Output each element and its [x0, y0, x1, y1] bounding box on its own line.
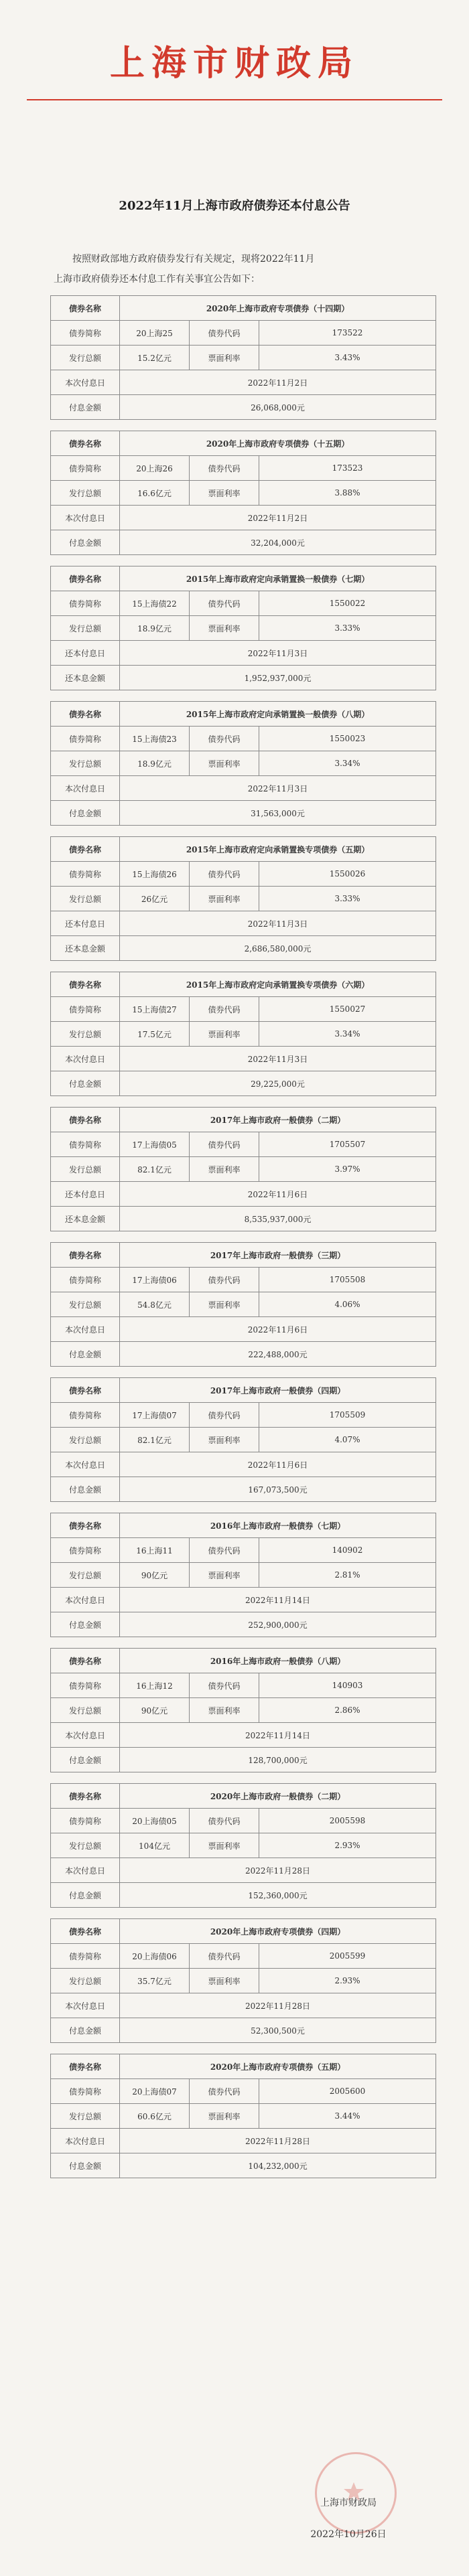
label-coupon-rate: 票面利率: [190, 1833, 259, 1858]
bond-amount-value: 222,488,000元: [120, 1342, 436, 1367]
bond-table: [50, 1918, 436, 2043]
label-bond-name: 债券名称: [51, 2054, 120, 2079]
bond-date-value: 2022年11月6日: [120, 1452, 436, 1477]
label-issue-total: 发行总额: [51, 481, 120, 506]
bond-amount-value: 152,360,000元: [120, 1883, 436, 1908]
label-pay-date: 本次付息日: [51, 1588, 120, 1612]
label-short-name: 债券简称: [51, 727, 120, 751]
label-bond-code: 债券代码: [190, 727, 259, 751]
bond-short-value: 15上海债26: [120, 862, 190, 887]
bond-amount-value: 128,700,000元: [120, 1748, 436, 1772]
bond-date-value: 2022年11月2日: [120, 370, 436, 395]
bond-short-value: 20上海债05: [120, 1809, 190, 1833]
bond-rate-value: 3.33%: [259, 887, 436, 911]
bond-short-value: 20上海25: [120, 321, 190, 346]
label-issue-total: 发行总额: [51, 346, 120, 370]
bond-total-value: 82.1亿元: [120, 1157, 190, 1182]
label-coupon-rate: 票面利率: [190, 1292, 259, 1317]
bond-name-value: 2015年上海市政府定向承销置换一般债券（七期）: [120, 566, 436, 591]
label-pay-date: 本次付息日: [51, 1317, 120, 1342]
label-short-name: 债券简称: [51, 456, 120, 481]
label-short-name: 债券简称: [51, 1944, 120, 1969]
label-bond-code: 债券代码: [190, 1538, 259, 1563]
label-issue-total: 发行总额: [51, 1428, 120, 1452]
label-coupon-rate: 票面利率: [190, 1428, 259, 1452]
bond-code-value: 140902: [259, 1538, 436, 1563]
label-pay-date: 本次付息日: [51, 776, 120, 801]
label-bond-name: 债券名称: [51, 1784, 120, 1809]
bond-table: [50, 1242, 436, 1367]
label-pay-date: 本次付息日: [51, 1993, 120, 2018]
table-gap: [50, 826, 436, 836]
bond-table: [50, 431, 436, 555]
bond-rate-value: 4.07%: [259, 1428, 436, 1452]
label-short-name: 债券简称: [51, 1268, 120, 1292]
label-issue-total: 发行总额: [51, 2104, 120, 2129]
label-interest: 付息金额: [51, 2153, 120, 2178]
table-gap: [50, 961, 436, 972]
bond-name-value: 2016年上海市政府一般债券（八期）: [120, 1649, 436, 1673]
bond-table: [50, 701, 436, 826]
bond-date-value: 2022年11月2日: [120, 506, 436, 530]
notice-intro: [54, 249, 429, 289]
label-issue-total: 发行总额: [51, 1969, 120, 1993]
bond-amount-value: 31,563,000元: [120, 801, 436, 826]
label-bond-name: 债券名称: [51, 1378, 120, 1403]
table-gap: [50, 1231, 436, 1242]
label-principal-interest: 还本息金额: [51, 1207, 120, 1231]
bond-code-value: 2005600: [259, 2079, 436, 2104]
label-coupon-rate: 票面利率: [190, 1969, 259, 1993]
bond-code-value: 2005598: [259, 1809, 436, 1833]
bond-total-value: 54.8亿元: [120, 1292, 190, 1317]
table-gap: [50, 420, 436, 431]
bond-date-value: 2022年11月28日: [120, 1993, 436, 2018]
label-issue-total: 发行总额: [51, 887, 120, 911]
label-short-name: 债券简称: [51, 591, 120, 616]
bond-code-value: 173523: [259, 456, 436, 481]
bond-date-value: 2022年11月28日: [120, 2129, 436, 2153]
table-gap: [50, 690, 436, 701]
bond-total-value: 16.6亿元: [120, 481, 190, 506]
bond-table: [50, 1783, 436, 1908]
bond-short-value: 17上海债05: [120, 1132, 190, 1157]
bond-date-value: 2022年11月3日: [120, 641, 436, 666]
bond-tables: [50, 295, 436, 2178]
label-bond-name: 债券名称: [51, 1108, 120, 1132]
bond-name-value: 2020年上海市政府一般债券（二期）: [120, 1784, 436, 1809]
official-seal: [315, 2452, 397, 2534]
bond-name-value: 2017年上海市政府一般债券（四期）: [120, 1378, 436, 1403]
label-bond-name: 债券名称: [51, 837, 120, 862]
label-bond-code: 债券代码: [190, 1673, 259, 1698]
bond-date-value: 2022年11月6日: [120, 1182, 436, 1207]
label-bond-code: 债券代码: [190, 456, 259, 481]
table-gap: [50, 1502, 436, 1513]
bond-total-value: 15.2亿元: [120, 346, 190, 370]
label-pay-date: 本次付息日: [51, 1858, 120, 1883]
label-interest: 付息金额: [51, 395, 120, 420]
label-short-name: 债券简称: [51, 1132, 120, 1157]
label-coupon-rate: 票面利率: [190, 751, 259, 776]
notice-title: 2022年11月上海市政府债券还本付息公告: [119, 199, 350, 213]
label-interest: 付息金额: [51, 1477, 120, 1502]
bond-table: [50, 1377, 436, 1502]
bond-table: [50, 1648, 436, 1772]
bond-code-value: 1550027: [259, 997, 436, 1022]
bond-short-value: 15上海债22: [120, 591, 190, 616]
bond-code-value: 1550026: [259, 862, 436, 887]
label-bond-name: 债券名称: [51, 972, 120, 997]
footer-date: 2022年10月26日: [310, 2529, 387, 2540]
bond-name-value: 2020年上海市政府专项债券（五期）: [120, 2054, 436, 2079]
label-interest: 付息金额: [51, 1748, 120, 1772]
letterhead-title: 上海市财政局: [109, 43, 359, 84]
bond-rate-value: 2.81%: [259, 1563, 436, 1588]
label-coupon-rate: 票面利率: [190, 2104, 259, 2129]
bond-code-value: 140903: [259, 1673, 436, 1698]
bond-code-value: 1705508: [259, 1268, 436, 1292]
bond-name-value: 2017年上海市政府一般债券（二期）: [120, 1108, 436, 1132]
bond-rate-value: 3.34%: [259, 751, 436, 776]
bond-table: [50, 566, 436, 690]
bond-amount-value: 32,204,000元: [120, 530, 436, 555]
bond-name-value: 2015年上海市政府定向承销置换一般债券（八期）: [120, 702, 436, 727]
label-short-name: 债券简称: [51, 1673, 120, 1698]
bond-table: [50, 2054, 436, 2178]
bond-rate-value: 4.06%: [259, 1292, 436, 1317]
label-pay-date: 本次付息日: [51, 1047, 120, 1071]
label-interest: 付息金额: [51, 2018, 120, 2043]
bond-name-value: 2016年上海市政府一般债券（七期）: [120, 1513, 436, 1538]
intro-line-1: 按照财政部地方政府债券发行有关规定，现将2022年11月: [72, 254, 315, 264]
label-principal-interest: 还本息金额: [51, 666, 120, 690]
label-coupon-rate: 票面利率: [190, 481, 259, 506]
bond-amount-value: 29,225,000元: [120, 1071, 436, 1096]
bond-total-value: 26亿元: [120, 887, 190, 911]
bond-date-value: 2022年11月14日: [120, 1588, 436, 1612]
bond-rate-value: 3.43%: [259, 346, 436, 370]
bond-table: [50, 1513, 436, 1637]
bond-short-value: 20上海债06: [120, 1944, 190, 1969]
bond-name-value: 2020年上海市政府专项债券（十四期）: [120, 296, 436, 321]
bond-total-value: 17.5亿元: [120, 1022, 190, 1047]
table-gap: [50, 1096, 436, 1107]
bond-name-value: 2015年上海市政府定向承销置换专项债券（五期）: [120, 837, 436, 862]
bond-date-value: 2022年11月3日: [120, 911, 436, 936]
bond-short-value: 16上海11: [120, 1538, 190, 1563]
bond-name-value: 2017年上海市政府一般债券（三期）: [120, 1243, 436, 1268]
bond-short-value: 16上海12: [120, 1673, 190, 1698]
label-short-name: 债券简称: [51, 321, 120, 346]
label-bond-name: 债券名称: [51, 431, 120, 456]
bond-rate-value: 2.93%: [259, 1833, 436, 1858]
label-issue-total: 发行总额: [51, 1022, 120, 1047]
bond-short-value: 15上海债23: [120, 727, 190, 751]
bond-date-value: 2022年11月14日: [120, 1723, 436, 1748]
label-bond-code: 债券代码: [190, 862, 259, 887]
bond-rate-value: 3.33%: [259, 616, 436, 641]
label-coupon-rate: 票面利率: [190, 1698, 259, 1723]
label-interest: 付息金额: [51, 801, 120, 826]
bond-total-value: 90亿元: [120, 1563, 190, 1588]
label-coupon-rate: 票面利率: [190, 887, 259, 911]
bond-rate-value: 2.86%: [259, 1698, 436, 1723]
label-issue-total: 发行总额: [51, 751, 120, 776]
label-bond-name: 债券名称: [51, 1243, 120, 1268]
label-bond-name: 债券名称: [51, 1649, 120, 1673]
label-bond-name: 债券名称: [51, 702, 120, 727]
label-interest: 付息金额: [51, 1342, 120, 1367]
label-short-name: 债券简称: [51, 1538, 120, 1563]
label-bond-code: 债券代码: [190, 1132, 259, 1157]
label-coupon-rate: 票面利率: [190, 1563, 259, 1588]
label-bond-code: 债券代码: [190, 997, 259, 1022]
label-bond-code: 债券代码: [190, 1809, 259, 1833]
bond-name-value: 2020年上海市政府专项债券（十五期）: [120, 431, 436, 456]
bond-code-value: 1705507: [259, 1132, 436, 1157]
label-issue-total: 发行总额: [51, 1698, 120, 1723]
label-repay-date: 还本付息日: [51, 641, 120, 666]
table-gap: [50, 1908, 436, 1918]
label-pay-date: 本次付息日: [51, 2129, 120, 2153]
bond-code-value: 1550023: [259, 727, 436, 751]
bond-amount-value: 8,535,937,000元: [120, 1207, 436, 1231]
label-short-name: 债券简称: [51, 2079, 120, 2104]
bond-amount-value: 26,068,000元: [120, 395, 436, 420]
label-issue-total: 发行总额: [51, 1157, 120, 1182]
bond-total-value: 104亿元: [120, 1833, 190, 1858]
label-pay-date: 本次付息日: [51, 1723, 120, 1748]
bond-amount-value: 2,686,580,000元: [120, 936, 436, 961]
table-gap: [50, 1367, 436, 1377]
bond-total-value: 18.9亿元: [120, 751, 190, 776]
label-coupon-rate: 票面利率: [190, 616, 259, 641]
letterhead-divider: [27, 99, 442, 100]
label-coupon-rate: 票面利率: [190, 346, 259, 370]
label-principal-interest: 还本息金额: [51, 936, 120, 961]
bond-short-value: 20上海债07: [120, 2079, 190, 2104]
bond-short-value: 20上海26: [120, 456, 190, 481]
label-bond-code: 债券代码: [190, 1944, 259, 1969]
bond-amount-value: 252,900,000元: [120, 1612, 436, 1637]
label-interest: 付息金额: [51, 530, 120, 555]
bond-code-value: 2005599: [259, 1944, 436, 1969]
label-short-name: 债券简称: [51, 1403, 120, 1428]
table-gap: [50, 1637, 436, 1648]
label-bond-code: 债券代码: [190, 321, 259, 346]
label-interest: 付息金额: [51, 1612, 120, 1637]
label-bond-name: 债券名称: [51, 1513, 120, 1538]
bond-table: [50, 836, 436, 961]
bond-total-value: 60.6亿元: [120, 2104, 190, 2129]
intro-line-2: 上海市政府债券还本付息工作有关事宜公告如下：: [54, 274, 260, 285]
bond-rate-value: 3.97%: [259, 1157, 436, 1182]
bond-table: [50, 1107, 436, 1231]
label-issue-total: 发行总额: [51, 616, 120, 641]
bond-rate-value: 3.88%: [259, 481, 436, 506]
bond-total-value: 18.9亿元: [120, 616, 190, 641]
bond-date-value: 2022年11月6日: [120, 1317, 436, 1342]
bond-code-value: 1705509: [259, 1403, 436, 1428]
bond-amount-value: 104,232,000元: [120, 2153, 436, 2178]
label-bond-name: 债券名称: [51, 296, 120, 321]
bond-date-value: 2022年11月3日: [120, 1047, 436, 1071]
label-pay-date: 本次付息日: [51, 506, 120, 530]
label-bond-code: 债券代码: [190, 591, 259, 616]
bond-name-value: 2015年上海市政府定向承销置换专项债券（六期）: [120, 972, 436, 997]
label-coupon-rate: 票面利率: [190, 1157, 259, 1182]
bond-total-value: 82.1亿元: [120, 1428, 190, 1452]
bond-rate-value: 3.44%: [259, 2104, 436, 2129]
bond-table: [50, 295, 436, 420]
label-interest: 付息金额: [51, 1071, 120, 1096]
bond-total-value: 35.7亿元: [120, 1969, 190, 1993]
label-short-name: 债券简称: [51, 997, 120, 1022]
bond-rate-value: 3.34%: [259, 1022, 436, 1047]
label-issue-total: 发行总额: [51, 1563, 120, 1588]
bond-date-value: 2022年11月28日: [120, 1858, 436, 1883]
label-issue-total: 发行总额: [51, 1833, 120, 1858]
label-bond-code: 债券代码: [190, 1403, 259, 1428]
label-repay-date: 还本付息日: [51, 911, 120, 936]
bond-table: [50, 972, 436, 1096]
label-bond-name: 债券名称: [51, 1919, 120, 1944]
label-interest: 付息金额: [51, 1883, 120, 1908]
bond-total-value: 90亿元: [120, 1698, 190, 1723]
label-bond-code: 债券代码: [190, 2079, 259, 2104]
label-pay-date: 本次付息日: [51, 370, 120, 395]
bond-name-value: 2020年上海市政府专项债券（四期）: [120, 1919, 436, 1944]
bond-short-value: 15上海债27: [120, 997, 190, 1022]
table-gap: [50, 1772, 436, 1783]
bond-amount-value: 1,952,937,000元: [120, 666, 436, 690]
bond-code-value: 173522: [259, 321, 436, 346]
table-gap: [50, 2043, 436, 2054]
bond-code-value: 1550022: [259, 591, 436, 616]
bond-short-value: 17上海债07: [120, 1403, 190, 1428]
bond-amount-value: 167,073,500元: [120, 1477, 436, 1502]
label-pay-date: 本次付息日: [51, 1452, 120, 1477]
table-gap: [50, 555, 436, 566]
label-coupon-rate: 票面利率: [190, 1022, 259, 1047]
label-short-name: 债券简称: [51, 862, 120, 887]
bond-short-value: 17上海债06: [120, 1268, 190, 1292]
bond-rate-value: 2.93%: [259, 1969, 436, 1993]
bond-amount-value: 52,300,500元: [120, 2018, 436, 2043]
label-bond-code: 债券代码: [190, 1268, 259, 1292]
label-short-name: 债券简称: [51, 1809, 120, 1833]
label-repay-date: 还本付息日: [51, 1182, 120, 1207]
label-issue-total: 发行总额: [51, 1292, 120, 1317]
bond-date-value: 2022年11月3日: [120, 776, 436, 801]
label-bond-name: 债券名称: [51, 566, 120, 591]
footer-issuer: 上海市财政局: [320, 2498, 377, 2508]
